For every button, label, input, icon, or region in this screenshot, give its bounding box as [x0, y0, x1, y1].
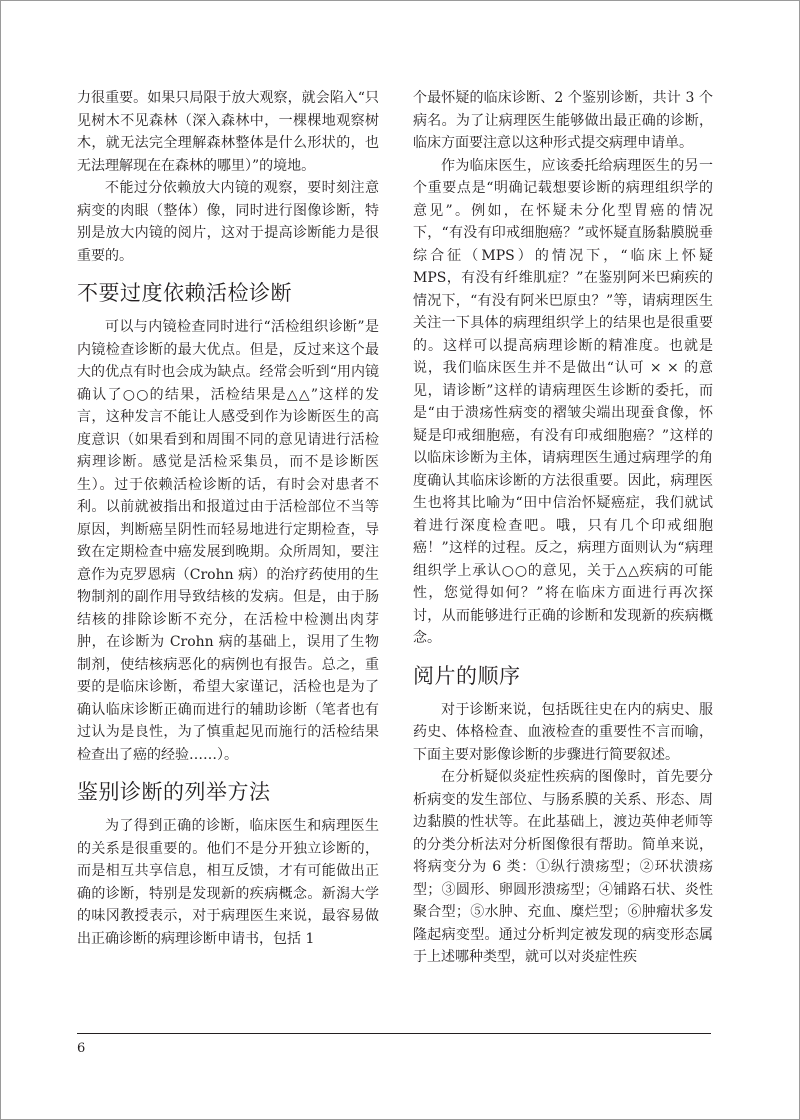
- paragraph: 力很重要。如果只局限于放大观察，就会陷入“只见树木不见森林（深入森林中，一棵棵地观察树木，就无法完全理解森林整体是什么形状的，也无法理解现在在森林的哪里）”的境地。: [77, 90, 379, 174]
- page-number: 6: [77, 1041, 86, 1056]
- right-column: [413, 87, 713, 969]
- paragraph: 个最怀疑的临床诊断、2 个鉴别诊断，共计 3 个病名。为了让病理医生能够做出最正确的诊断，临床方面要注意以这种形式提交病理申请单。: [413, 90, 713, 151]
- paragraph: 可以与内镜检查同时进行“活检组织诊断”是内镜检查诊断的最大优点。但是，反过来这个最大的优点有时也会成为缺点。经常会听到“用内镜确认了○○的结果，活检结果是△△”这样的发言，这种发言不能让人感受到作为诊断医生的高度意识（如果看到和周围不同的意见请进行活检病理诊断。感觉是活检采集员，而不是诊断医生）。过于依赖活检诊断的话，有时会对患者不利。以前就被指出和报道过由于活检部位不当等原因，判断癌呈阴性而轻易地进行定期检查，导致在定期检查中癌发展到晚期。众所周知，要注意作为克罗恩病（Crohn 病）的治疗药使用的生物制剂的副作用导致结核的发病。但是，由于肠结核的排除诊断不充分，在活检中检测出肉芽肿，在诊断为 Crohn 病的基础上，误用了生物制剂，使结核病恶化的病例也有报告。总之，重要的是临床诊断，希望大家谨记，活检也是为了确认临床诊断正确而进行的辅助诊断（笔者也有过认为是良性，为了慎重起见而施行的活检结果检查出了癌的经验……）。: [77, 319, 379, 763]
- section-heading-reading-order: 阅片的顺序: [413, 663, 521, 688]
- left-column: [77, 87, 379, 950]
- paragraph: 不能过分依赖放大内镜的观察，要时刻注意病变的肉眼（整体）像，同时进行图像诊断，特别是放大内镜的阅片，这对于提高诊断能力是很重要的。: [77, 180, 379, 264]
- paragraph: 对于诊断来说，包括既往史在内的病史、服药史、体格检查、血液检查的重要性不言而喻，下面主要对影像诊断的步骤进行简要叙述。: [413, 701, 713, 763]
- section-heading-differential: 鉴别诊断的列举方法: [77, 780, 271, 804]
- paragraph: 为了得到正确的诊断，临床医生和病理医生的关系是很重要的。他们不是分开独立诊断的，而是相互共享信息，相互反馈，才有可能做出正确的诊断，特别是发现新的疾病概念。新潟大学的味冈教授表示，对于病理医生来说，最容易做出正确诊断的病理诊断申请书，包括 1: [77, 818, 379, 947]
- section-heading-biopsy: 不要过度依赖活检诊断: [77, 281, 292, 305]
- paragraph: 在分析疑似炎症性疾病的图像时，首先要分析病变的发生部位、与肠系膜的关系、形态、周边黏膜的性状等。在此基础上，渡边英伸老师等的分类分析法对分析图像很有帮助。简单来说，将病变分为 6 类：①纵行溃疡型；②环状溃疡型；③圆形、卵圆形溃疡型；④铺路石状、炎性聚合型；⑤水肿、充血、糜烂型；⑥肿瘤状多发隆起病变型。通过分析判定被发现的病变形态属于上述哪种类型，就可以对炎症性疾: [413, 769, 713, 965]
- paragraph: 作为临床医生，应该委托给病理医生的另一个重要点是“明确记载想要诊断的病理组织学的意见”。例如，在怀疑未分化型胃癌的情况下，“有没有印戒细胞癌？”或怀疑直肠黏膜脱垂综合征（MPS）的情况下，“临床上怀疑 MPS，有没有纤维肌症？”在鉴别阿米巴痢疾的情况下，“有没有阿米巴原虫？”等，请病理医生关注一下具体的病理组织学上的结果也是很重要的。这样可以提高病理诊断的精准度。也就是说，我们临床医生并不是做出“认可 × × 的意见，请诊断”这样的请病理医生诊断的委托，而是“由于溃疡性病变的褶皱尖端出现蚕食像，怀疑是印戒细胞癌，有没有印戒细胞癌？”这样的以临床诊断为主体，请病理医生通过病理学的角度确认其临床诊断的方法很重要。因此，病理医生也将其比喻为“田中信治怀疑癌症，我们就试着进行深度检查吧。哦，只有几个印戒细胞癌！”这样的过程。反之，病理方面则认为“病理组织学上承认○○的意见，关于△△疾病的可能性，您觉得如何？”将在临床方面进行再次探讨，从而能够进行正确的诊断和发现新的疾病概念。: [413, 157, 713, 646]
- footer-rule: [77, 1033, 711, 1034]
